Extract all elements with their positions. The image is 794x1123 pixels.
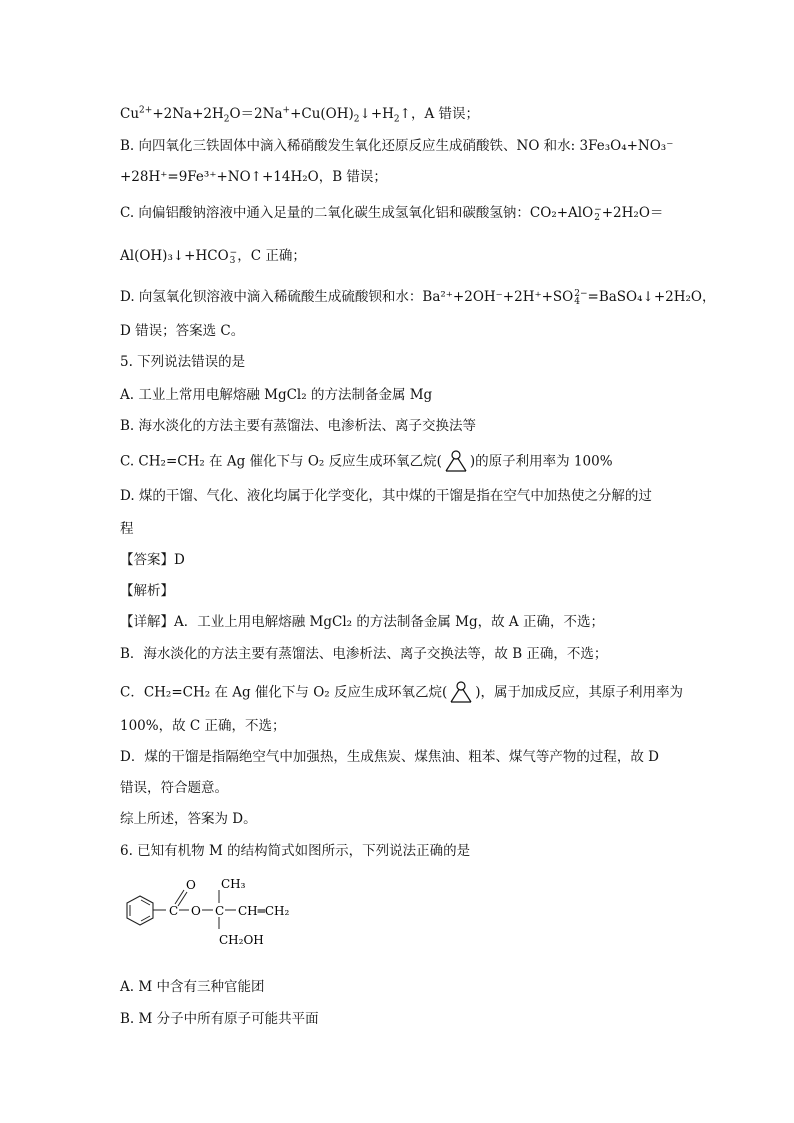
option-b: B. M 分子中所有原子可能共平面 bbox=[120, 1011, 319, 1027]
text-line: C．CH₂=CH₂ 在 Ag 催化下与 O₂ 反应生成环氧乙烷( )，属于加成反应，其原子利用率为 bbox=[120, 681, 683, 705]
question-heading: 6. 已知有机物 M 的结构简式如图所示，下列说法正确的是 bbox=[120, 843, 471, 859]
option-d: D. 煤的干馏、气化、液化均属于化学变化，其中煤的干馏是指在空气中加热使之分解的过 bbox=[120, 488, 652, 504]
text-line: B. 向四氧化三铁固体中滴入稀硝酸发生氧化还原反应生成硝酸铁、NO 和水: 3Fe₃O₄+NO₃⁻ bbox=[120, 138, 674, 154]
text-line: D．煤的干馏是指隔绝空气中加强热，生成焦炭、煤焦油、粗苯、煤气等产物的过程，故 D bbox=[120, 749, 659, 765]
carbon-label: C bbox=[169, 904, 179, 918]
hydroxymethyl-label: CH₂OH bbox=[219, 933, 264, 947]
text-line: $Cu^{2+}+2Na+2H_2O=2Na^++Cu(OH)_2↓+H_2↑$，A 错误； bbox=[120, 105, 480, 125]
text-line: 综上所述，答案为 D。 bbox=[120, 811, 257, 827]
epoxide-icon bbox=[448, 681, 474, 705]
text-line: Al(OH)₃↓+HCO − 3 ，C 正确； bbox=[120, 247, 306, 266]
option-b: B. 海水淡化的方法主要有蒸馏法、电渗析法、离子交换法等 bbox=[120, 418, 477, 434]
option-a: A. 工业上常用电解熔融 MgCl₂ 的方法制备金属 Mg bbox=[120, 387, 433, 403]
text-line: D. 向氢氧化钡溶液中滴入稀硫酸生成硫酸钡和水：Ba²⁺+2OH⁻+2H⁺+SO 2− 4 =BaSO₄↓+2H₂O， bbox=[120, 288, 716, 307]
text-line: 100%，故 C 正确，不选； bbox=[120, 718, 286, 734]
superscript-stack: 2− 4 bbox=[574, 288, 588, 307]
vinyl-label: CH═CH₂ bbox=[238, 904, 290, 918]
superscript-stack: − 3 bbox=[229, 247, 238, 266]
question-heading: 5. 下列说法错误的是 bbox=[120, 354, 246, 370]
oxygen-label: O bbox=[186, 878, 196, 892]
superscript-stack: − 2 bbox=[594, 204, 602, 223]
text-line: 程 bbox=[120, 521, 134, 537]
text-line: 错误，符合题意。 bbox=[120, 780, 228, 796]
option-a: A. M 中含有三种官能团 bbox=[120, 979, 265, 995]
text-line: B．海水淡化的方法主要有蒸馏法、电渗析法、离子交换法等，故 B 正确，不选； bbox=[120, 646, 608, 662]
methyl-label: CH₃ bbox=[221, 877, 246, 891]
option-c: C. CH₂=CH₂ 在 Ag 催化下与 O₂ 反应生成环氧乙烷( )的原子利用率为 100% bbox=[120, 450, 613, 474]
epoxide-icon bbox=[443, 450, 469, 474]
oxygen-label: O bbox=[191, 904, 201, 918]
molecule-structure-diagram bbox=[122, 876, 312, 950]
text-line: 【详解】A．工业上用电解熔融 MgCl₂ 的方法制备金属 Mg，故 A 正确，不选； bbox=[120, 614, 604, 630]
text-line: C. 向偏铝酸钠溶液中通入足量的二氧化碳生成氢氧化铝和碳酸氢钠：CO₂+AlO − 2 +2H₂O＝ bbox=[120, 204, 664, 223]
text-line: +28H⁺=9Fe³⁺+NO↑+14H₂O，B 错误； bbox=[120, 169, 387, 185]
carbon-label: C bbox=[215, 904, 225, 918]
analysis-label: 【解析】 bbox=[120, 583, 174, 599]
answer-label: 【答案】D bbox=[120, 552, 185, 568]
benzene-ring-icon bbox=[127, 896, 153, 925]
text-line: D 错误；答案选 C。 bbox=[120, 323, 245, 339]
